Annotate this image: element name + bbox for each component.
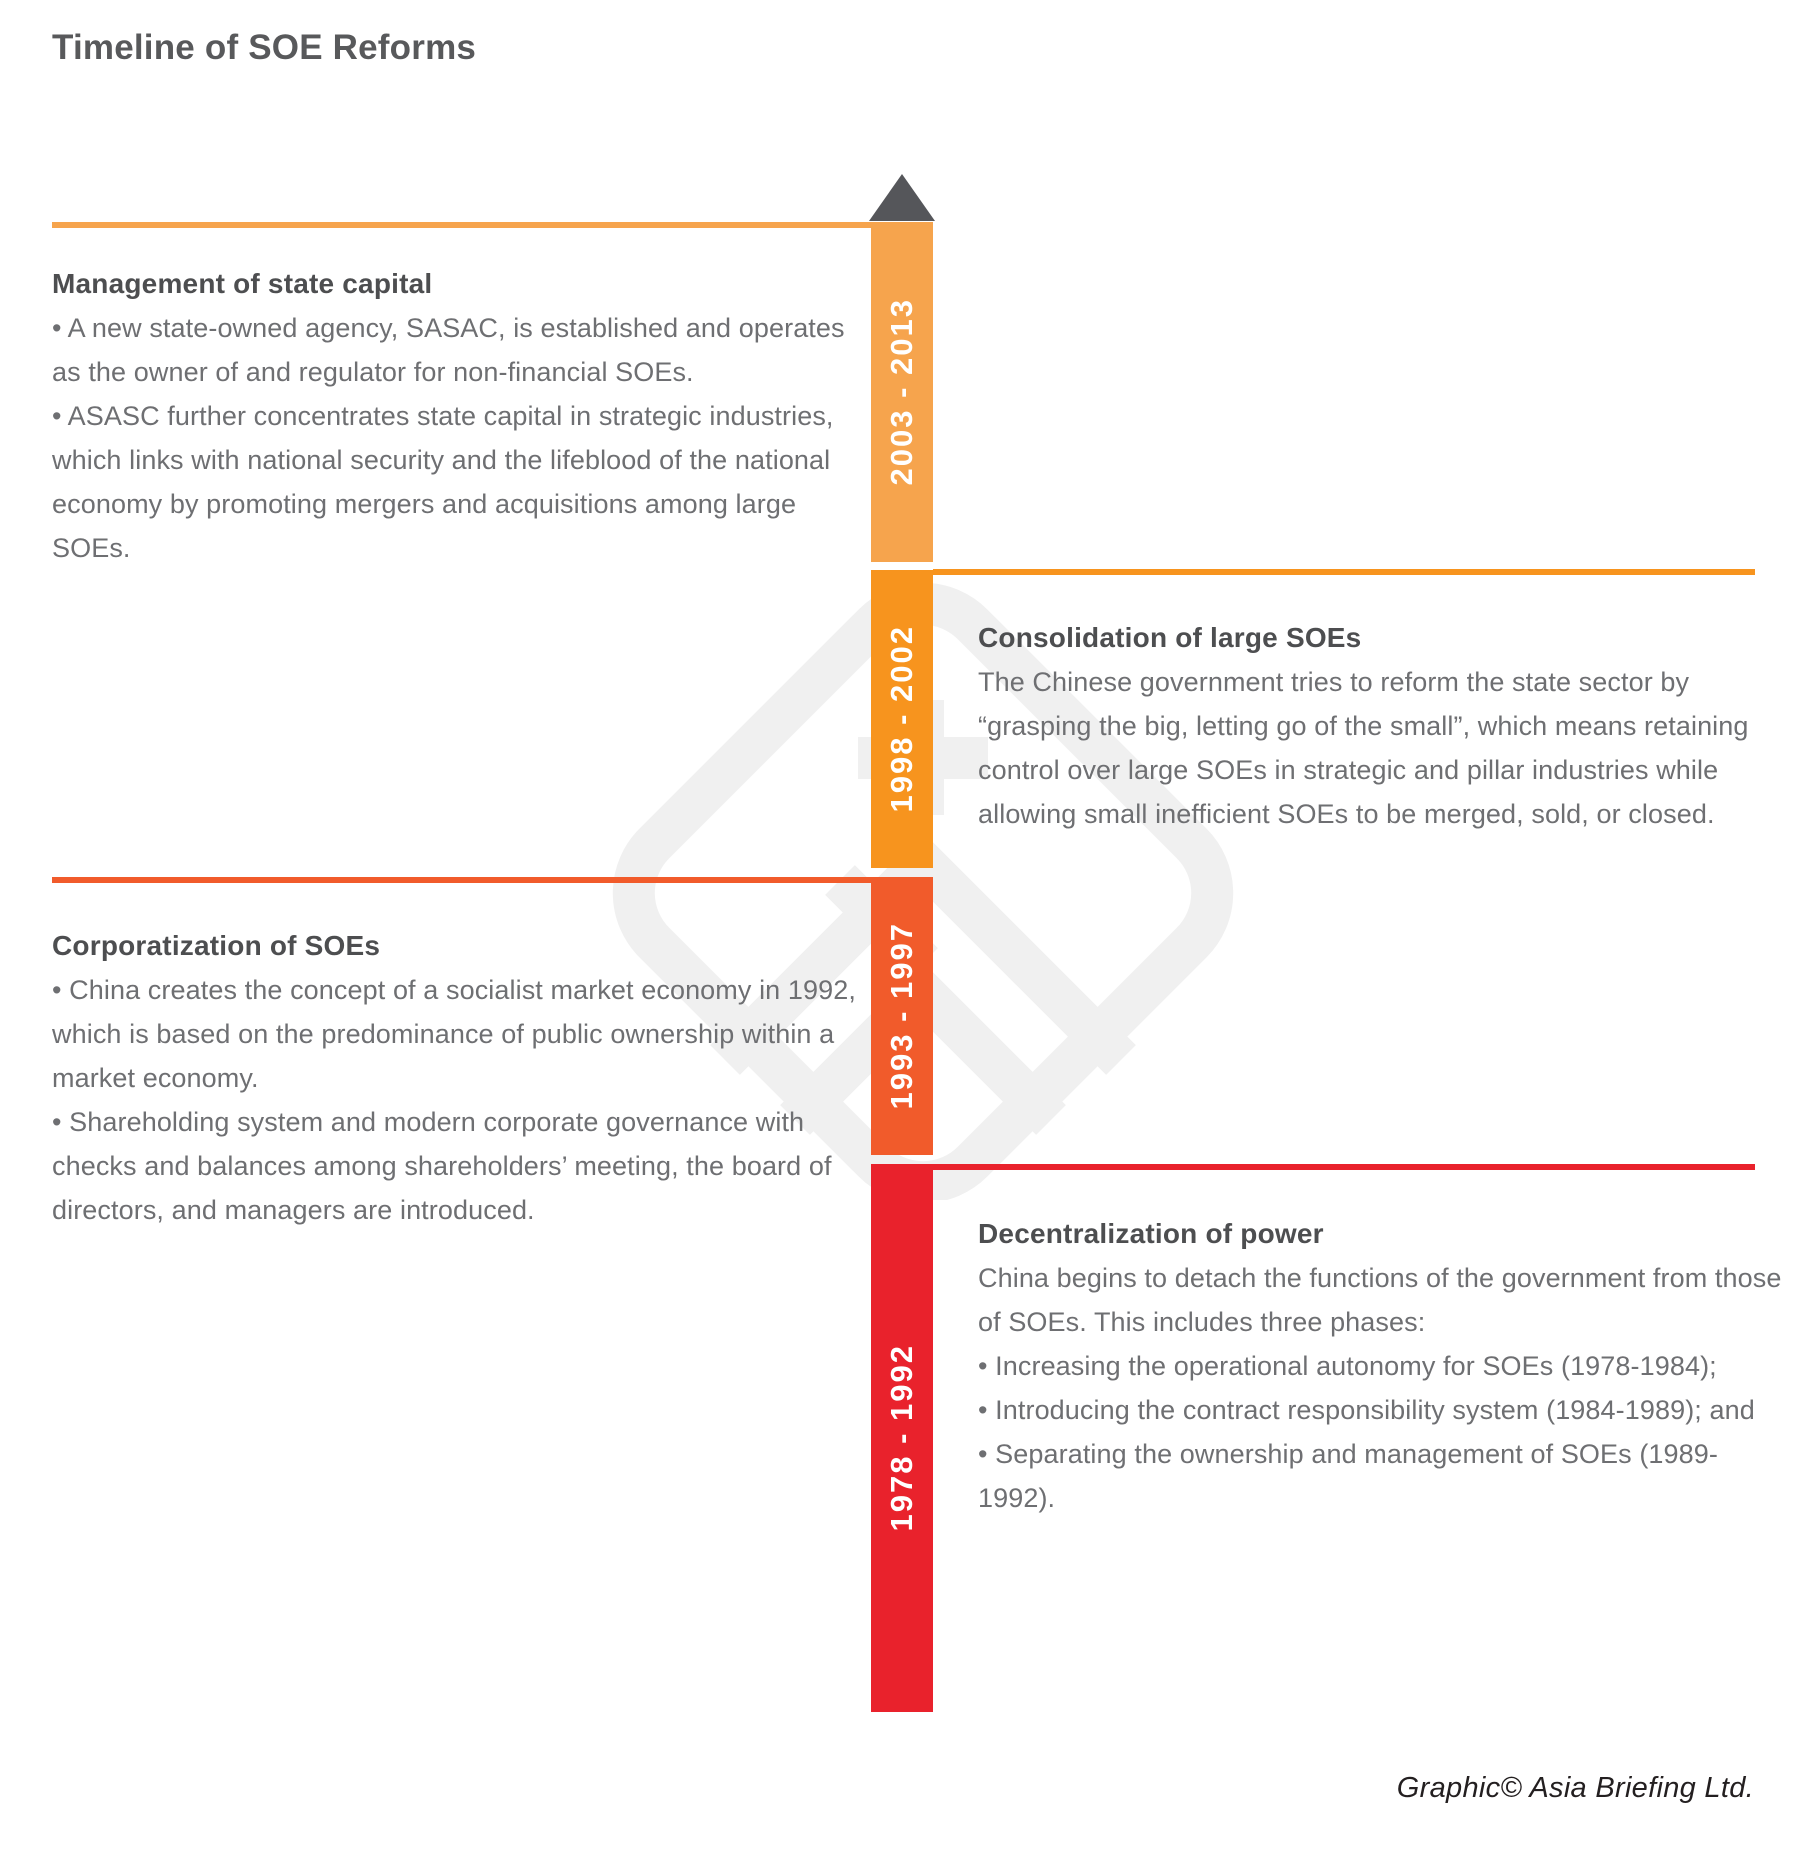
paragraph-line: • ASASC further concentrates state capital in strategic industries, which links with national security and the lifeblood of the national economy by promoting mergers and acquisitions among large SOEs. xyxy=(52,401,834,563)
period-heading: Decentralization of power xyxy=(978,1218,1324,1249)
period-paragraphs xyxy=(52,968,857,1232)
period-bar-1993-1997 xyxy=(871,877,933,1155)
period-description xyxy=(52,262,857,570)
period-bar-1978-1992 xyxy=(871,1164,933,1712)
copyright-credit: Graphic© Asia Briefing Ltd. xyxy=(1396,1772,1754,1804)
paragraph-line: • A new state-owned agency, SASAC, is established and operates as the owner of and regulator for non-financial SOEs. xyxy=(52,313,845,387)
paragraph-line: The Chinese government tries to reform the state sector by “grasping the big, letting go of the small”, which means retaining control over large SOEs in strategic and pillar industries while allowing small inefficient SOEs to be merged, sold, or closed. xyxy=(978,667,1749,829)
period-heading: Management of state capital xyxy=(52,268,433,299)
period-bar-1998-2002 xyxy=(871,570,933,868)
period-paragraphs xyxy=(978,1256,1783,1520)
period-divider-line xyxy=(52,877,871,883)
period-description xyxy=(52,924,857,1232)
timeline-arrow-up-icon xyxy=(869,174,935,221)
paragraph-line: • Separating the ownership and management of SOEs (1989-1992). xyxy=(978,1439,1718,1513)
period-divider-line xyxy=(933,1164,1755,1170)
paragraph-line: • Shareholding system and modern corporate governance with checks and balances among shareholders’ meeting, the board of directors, and managers are introduced. xyxy=(52,1107,832,1225)
period-heading: Consolidation of large SOEs xyxy=(978,622,1362,653)
paragraph-line: • China creates the concept of a socialist market economy in 1992, which is based on the predominance of public ownership within a market economy. xyxy=(52,975,856,1093)
period-paragraphs xyxy=(978,660,1783,836)
period-divider-line xyxy=(933,569,1755,575)
period-bar-2003-2013 xyxy=(871,222,933,562)
paragraph-line: • Introducing the contract responsibility system (1984-1989); and xyxy=(978,1395,1755,1425)
period-description xyxy=(978,1212,1783,1520)
period-year-label: 1993 - 1997 xyxy=(884,922,919,1110)
period-divider-line xyxy=(52,222,871,228)
period-heading: Corporatization of SOEs xyxy=(52,930,381,961)
period-year-label: 1998 - 2002 xyxy=(884,625,919,813)
period-year-label: 2003 - 2013 xyxy=(884,298,919,486)
page-title: Timeline of SOE Reforms xyxy=(52,28,477,67)
paragraph-line: • Increasing the operational autonomy for SOEs (1978-1984); xyxy=(978,1351,1717,1381)
paragraph-line: China begins to detach the functions of the government from those of SOEs. This includes three phases: xyxy=(978,1263,1782,1337)
period-year-label: 1978 - 1992 xyxy=(884,1344,919,1532)
period-paragraphs xyxy=(52,306,857,570)
period-description xyxy=(978,616,1783,836)
